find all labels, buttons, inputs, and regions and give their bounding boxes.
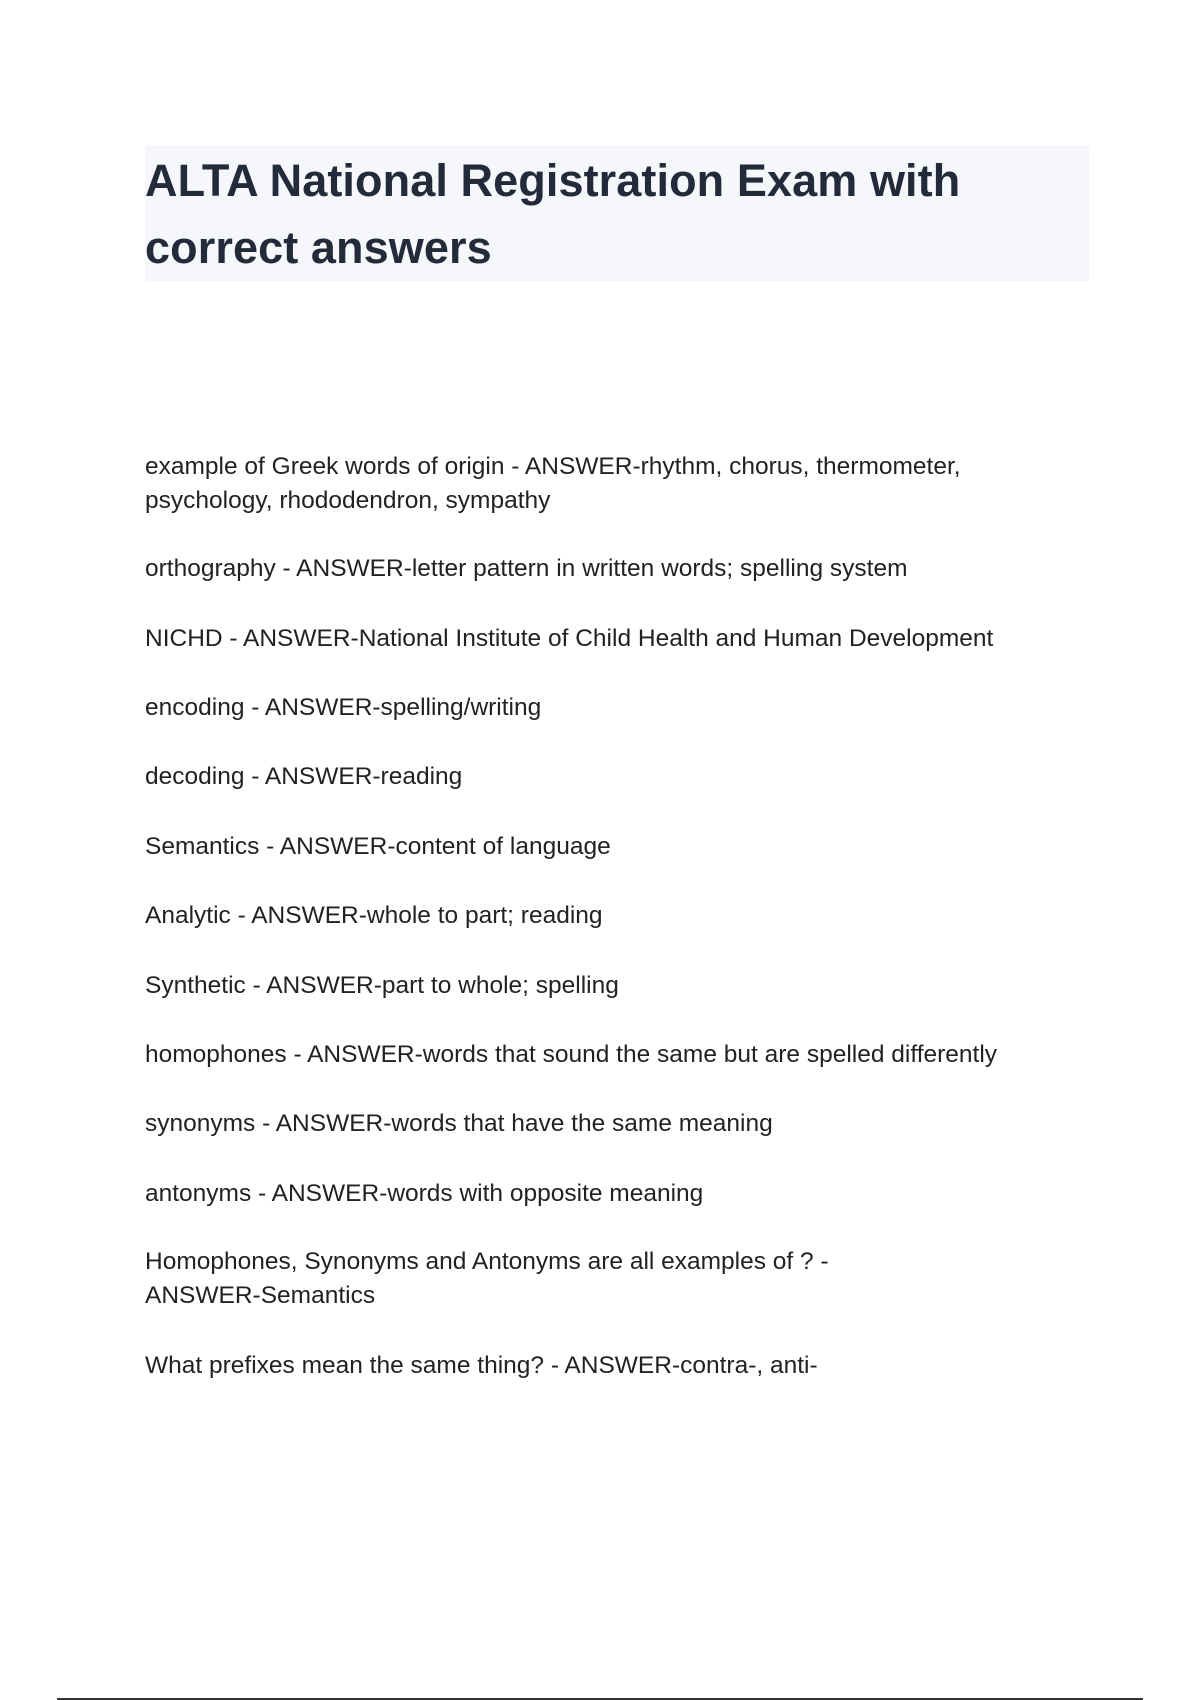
title-banner: [145, 145, 1089, 281]
qa-item-synthetic: [145, 969, 1105, 1003]
qa-item-decoding: [145, 760, 1105, 794]
title-line-1: ALTA National Registration Exam with: [145, 155, 961, 206]
qa-item-analytic: [145, 899, 1105, 933]
qa-item-text: antonyms - ANSWER-words with opposite meaning: [145, 1180, 704, 1207]
qa-list: [145, 450, 1105, 1383]
qa-item-greek-origin: [145, 450, 1105, 518]
qa-item-text: What prefixes mean the same thing? - ANSWER-contra-, anti-: [145, 1352, 818, 1379]
qa-item-text: ANSWER-Semantics: [145, 1282, 376, 1309]
qa-item-text: encoding - ANSWER-spelling/writing: [145, 694, 542, 721]
qa-item-orthography: [145, 552, 1105, 586]
qa-item-homophones: [145, 1038, 1105, 1072]
qa-item-prefixes: [145, 1349, 1105, 1383]
qa-item-text: decoding - ANSWER-reading: [145, 763, 463, 790]
qa-item-text: Semantics - ANSWER-content of language: [145, 833, 611, 860]
qa-item-antonyms: [145, 1177, 1105, 1211]
qa-item-synonyms: [145, 1107, 1105, 1141]
page-title: [145, 145, 960, 281]
qa-item-text: NICHD - ANSWER-National Institute of Child Health and Human Development: [145, 625, 994, 652]
qa-item-semantics: [145, 830, 1105, 864]
qa-item-text: orthography - ANSWER-letter pattern in written words; spelling system: [145, 555, 908, 582]
qa-item-text: example of Greek words of origin - ANSWER-rhythm, chorus, thermometer,: [145, 453, 961, 480]
qa-item-nichd: [145, 622, 1105, 656]
qa-item-encoding: [145, 691, 1105, 725]
qa-item-text: psychology, rhododendron, sympathy: [145, 487, 551, 514]
qa-item-text: Analytic - ANSWER-whole to part; reading: [145, 902, 603, 929]
qa-item-text: homophones - ANSWER-words that sound the same but are spelled differently: [145, 1041, 998, 1068]
qa-item-text: synonyms - ANSWER-words that have the same meaning: [145, 1110, 773, 1137]
qa-item-text: Homophones, Synonyms and Antonyms are all examples of ? -: [145, 1248, 829, 1275]
qa-item-examples-of-semantics: [145, 1245, 1105, 1313]
qa-item-text: Synthetic - ANSWER-part to whole; spelling: [145, 972, 619, 999]
title-line-2: correct answers: [145, 222, 492, 273]
